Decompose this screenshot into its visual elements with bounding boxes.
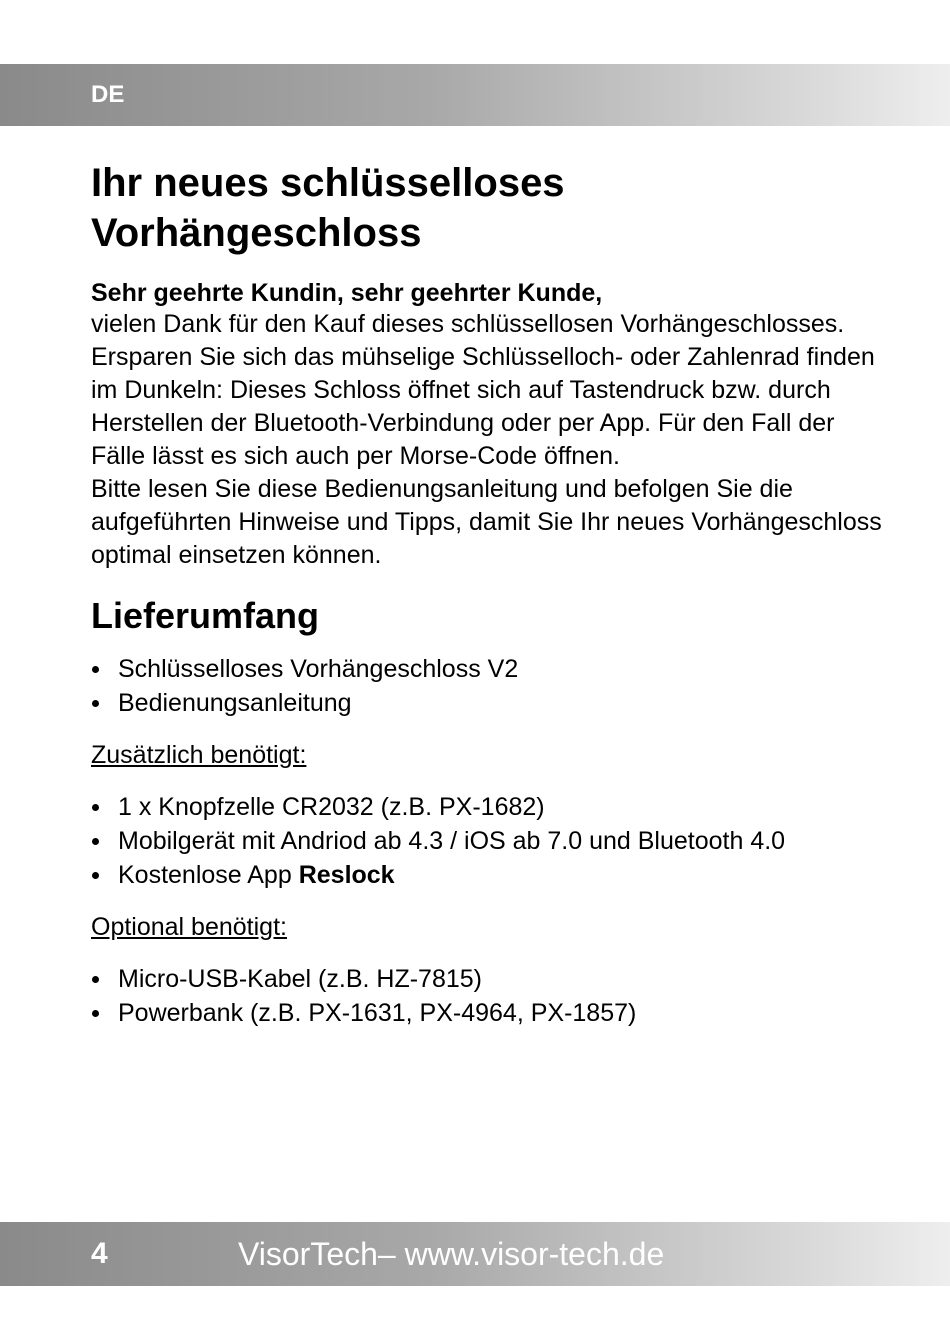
list-item: Mobilgerät mit Andriod ab 4.3 / iOS ab 7.0 und Bluetooth 4.0: [91, 824, 891, 858]
footer-bar: [0, 1222, 950, 1286]
list-item: Bedienungsanleitung: [91, 686, 891, 720]
header-bar: [0, 64, 950, 126]
list-item: 1 x Knopfzelle CR2032 (z.B. PX-1682): [91, 790, 891, 824]
required-list: [91, 790, 891, 892]
list-item-app: [91, 858, 891, 892]
list-item: Micro-USB-Kabel (z.B. HZ-7815): [91, 962, 891, 996]
salutation: Sehr geehrte Kundin, sehr geehrter Kunde,: [91, 279, 603, 307]
delivery-list: [91, 652, 891, 720]
footer-brand-url: VisorTech– www.visor-tech.de: [238, 1236, 665, 1272]
intro-paragraph: vielen Dank für den Kauf dieses schlüssellosen Vorhängeschlosses. Ersparen Sie sich das mühselige Schlüsselloch- oder Zahlenrad finden im Dunkeln: Dieses Schloss öffnet sich auf Tastendruck bzw. durch Herstellen der Bluetooth-Verbindung oder per App. Für den Fall der Fälle lässt es sich auch per Morse-Code öffnen.: [91, 310, 875, 470]
instructions-paragraph: Bitte lesen Sie diese Bedienungsanleitung und befolgen Sie die aufgeführten Hinweise und Tipps, damit Sie Ihr neues Vorhängeschloss optimal einsetzen können.: [91, 475, 882, 569]
list-item: Schlüsselloses Vorhängeschloss V2: [91, 652, 891, 686]
language-label: DE: [91, 81, 125, 108]
app-prefix: Kostenlose App: [118, 861, 299, 889]
section-heading-lieferumfang: Lieferumfang: [91, 595, 320, 636]
optional-heading: Optional benötigt:: [91, 913, 287, 941]
page-title: Ihr neues schlüsselloses Vorhängeschloss: [91, 161, 565, 255]
optional-list: [91, 962, 891, 1030]
page-number: 4: [91, 1237, 108, 1270]
app-name: Reslock: [298, 861, 395, 889]
list-item: Powerbank (z.B. PX-1631, PX-4964, PX-1857): [91, 996, 891, 1030]
page-content: [91, 158, 891, 1030]
required-heading: Zusätzlich benötigt:: [91, 741, 307, 769]
